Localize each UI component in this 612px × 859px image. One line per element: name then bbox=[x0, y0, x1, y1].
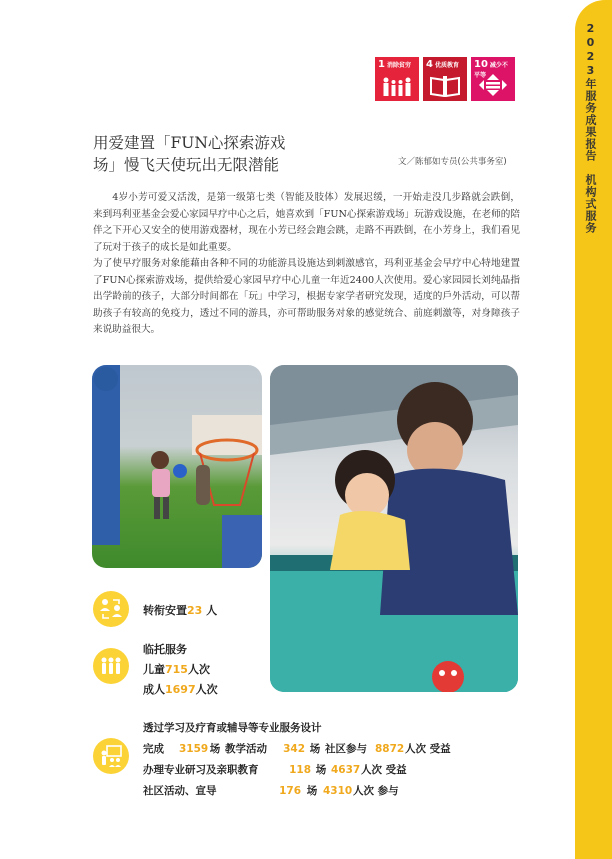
teaching-icon bbox=[93, 738, 129, 774]
sidebar-label bbox=[582, 22, 598, 234]
services-row-1: 完成 3159 场 教学活动 342 场 社区参与 8872 人次 受益 bbox=[143, 743, 451, 755]
article-title-line1: 用爱建置「FUN心探索游戏 bbox=[93, 134, 286, 152]
article-paragraph-2: 为了使早疗服务对象能藉由各种不同的功能游具设施达到刺激感官，玛利亚基金会早疗中心特地建置了FUN心探索游戏场，提供给爱心家园早疗中心儿童一年近2400人次使用。爱心家园园长刘纯晶指出学龄前的孩子，大部分时间都在「玩」中学习，根据专家学者研究发现，适度的戶外活动，可以帮助孩子有较高的免疫力，透过不同的游具，亦可帮助服务对象的感觉统合、前庭刺激等，对身障孩子来说助益很大。 bbox=[93, 258, 520, 335]
water-play-illustration bbox=[270, 365, 518, 692]
equality-icon bbox=[477, 73, 509, 97]
services-row-3: 社区活动、宣导 176 场 4310 人次 参与 bbox=[143, 785, 399, 797]
sdg-badge-4: 4 优质教育 bbox=[423, 57, 467, 101]
book-icon bbox=[429, 75, 461, 97]
stat-temp-title: 临托服务 bbox=[143, 643, 187, 656]
transfer-icon bbox=[93, 591, 129, 627]
photo-playground bbox=[92, 365, 262, 568]
stat-services bbox=[143, 718, 451, 802]
stat-transfer: 转衔安置23 人 bbox=[143, 604, 218, 617]
article-paragraph-1: 4岁小芳可爱又活泼，是第一级第七类（智能及肢体）发展迟缓，一开始走没几步路就会跌倒，来到玛利亚基金会爱心家园早疗中心之后，她喜欢到「FUN心探索游戏场」玩游戏设施，在老师的陪伴之下开心又安全的使用游戏器材，现在小芳已经会跑会跳，走路不再跌倒，在小芳身上，我们看见了玩对于孩子的成长是如此重要。 bbox=[93, 192, 520, 253]
article-body bbox=[93, 190, 520, 339]
article-title bbox=[93, 132, 403, 176]
stat-temp-care bbox=[143, 640, 218, 700]
stat-transfer-value: 23 bbox=[187, 604, 203, 617]
stat-temp-child: 儿童715人次 bbox=[143, 663, 210, 676]
services-row-2: 办理专业研习及亲职教育 118 场 4637 人次 受益 bbox=[143, 764, 407, 776]
family-icon bbox=[381, 77, 413, 97]
article-byline: 文／陈郁如专员(公共事务室) bbox=[398, 157, 507, 167]
stat-temp-adult: 成人1697人次 bbox=[143, 683, 218, 696]
photo-water-play bbox=[270, 365, 518, 692]
sidebar-year: 2023 bbox=[584, 22, 597, 78]
article-title-line2: 场」慢飞天使玩出无限潜能 bbox=[93, 156, 280, 174]
services-title: 透过学习及疗育或辅导等专业服务设计 bbox=[143, 722, 322, 734]
sidebar-section: 机构式服务 bbox=[584, 174, 597, 234]
family-care-icon bbox=[93, 648, 129, 684]
sdg-badge-10: 10 减少不平等 bbox=[471, 57, 515, 101]
sdg-badge-1: 1 消除贫穷 bbox=[375, 57, 419, 101]
sidebar-report-title: 年服务成果报告 bbox=[584, 78, 597, 162]
playground-illustration bbox=[92, 365, 262, 568]
